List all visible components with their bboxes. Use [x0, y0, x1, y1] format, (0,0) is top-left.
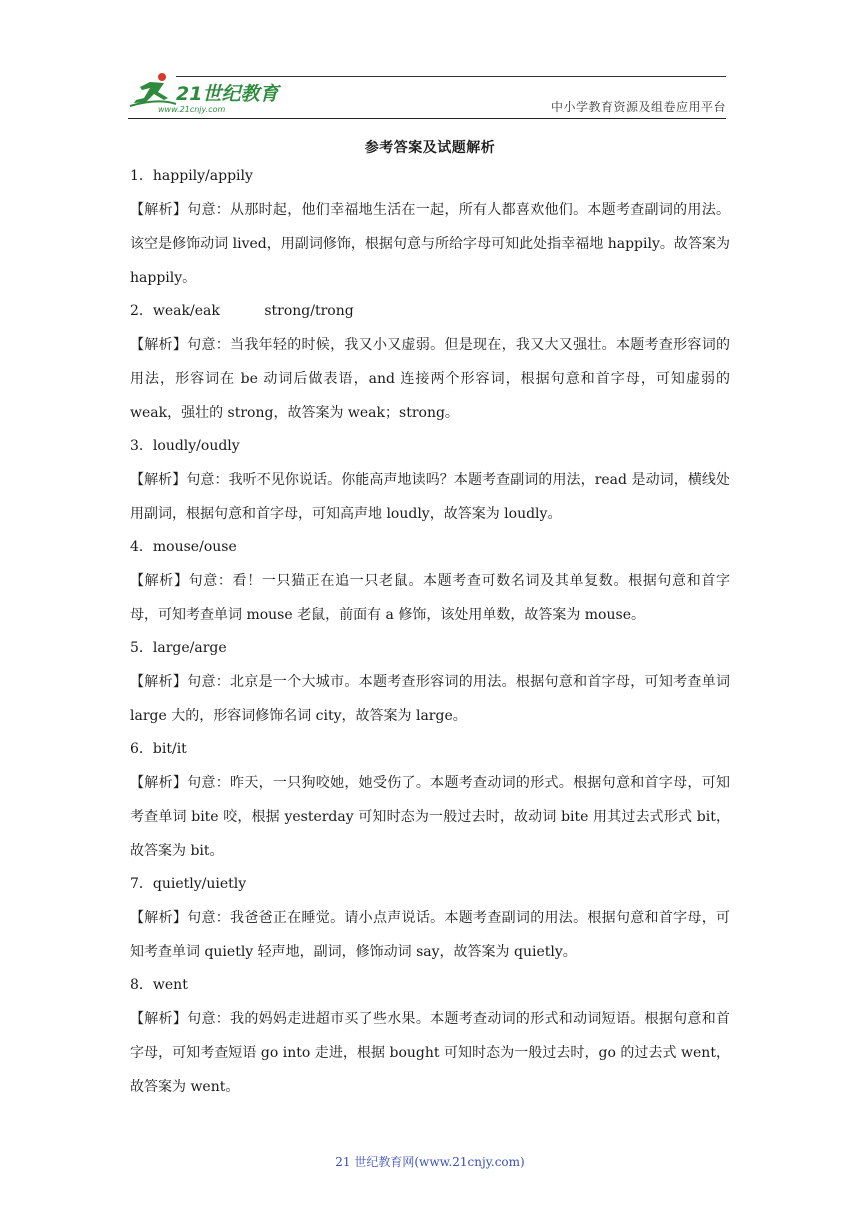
answer-line: 2．weak/eak strong/trong: [130, 303, 354, 319]
explanation-text: 【解析】句意：当我年轻的时候，我又小又虚弱。但是现在，我又大又强壮。本题考查形容词的用法，形容词在 be 动词后做表语，and 连接两个形容词，根据句意和首字母，可知虚弱的 weak，强壮的 strong，故答案为 weak；strong。: [130, 337, 730, 421]
page-header: [128, 64, 726, 124]
answer-item: [130, 160, 730, 295]
answer-line: 5．large/arge: [130, 640, 227, 656]
header-rule-top: [176, 76, 726, 77]
explanation-text: 【解析】句意：我听不见你说话。你能高声地读吗？本题考查副词的用法，read 是动词，横线处用副词，根据句意和首字母，可知高声地 loudly，故答案为 loudly。: [130, 472, 730, 522]
page-title: 参考答案及试题解析: [364, 140, 496, 156]
answer-item: [130, 430, 730, 531]
answer-line: 4．mouse/ouse: [130, 539, 237, 555]
logo-url: www.21cnjy.com: [158, 105, 226, 114]
answer-item: [130, 632, 730, 733]
logo-title: 21世纪教育: [176, 83, 279, 105]
answer-item: [130, 531, 730, 632]
answer-item: [130, 733, 730, 868]
header-rule-bottom: [128, 118, 726, 119]
answer-item: [130, 295, 730, 430]
page-footer: 21 世纪教育网(www.21cnjy.com): [335, 1155, 525, 1169]
platform-name: 中小学教育资源及组卷应用平台: [550, 100, 726, 114]
answer-line: 8．went: [130, 977, 188, 993]
answer-list: [130, 160, 730, 1104]
runner-icon: [130, 73, 176, 106]
explanation-text: 【解析】句意：看！一只猫正在追一只老鼠。本题考查可数名词及其单复数。根据句意和首字母，可知考查单词 mouse 老鼠，前面有 a 修饰，该处用单数，故答案为 mouse。: [130, 573, 730, 623]
explanation-text: 【解析】句意：我爸爸正在睡觉。请小点声说话。本题考查副词的用法。根据句意和首字母，可知考查单词 quietly 轻声地，副词，修饰动词 say，故答案为 quietly。: [130, 910, 730, 960]
explanation-text: 【解析】句意：从那时起，他们幸福地生活在一起，所有人都喜欢他们。本题考查副词的用法。该空是修饰动词 lived，用副词修饰，根据句意与所给字母可知此处指幸福地 happily。故答案为 happily。: [130, 202, 730, 286]
answer-item: [130, 969, 730, 1104]
answer-line: 7．quietly/uietly: [130, 876, 247, 892]
explanation-text: 【解析】句意：我的妈妈走进超市买了些水果。本题考查动词的形式和动词短语。根据句意和首字母，可知考查短语 go into 走进，根据 bought 可知时态为一般过去时，go 的过去式 went，故答案为 went。: [130, 1011, 730, 1095]
explanation-text: 【解析】句意：昨天，一只狗咬她，她受伤了。本题考查动词的形式。根据句意和首字母，可知考查单词 bite 咬，根据 yesterday 可知时态为一般过去时，故动词 bite 用其过去式形式 bit，故答案为 bit。: [130, 775, 730, 859]
explanation-text: 【解析】句意：北京是一个大城市。本题考查形容词的用法。根据句意和首字母，可知考查单词 large 大的，形容词修饰名词 city，故答案为 large。: [130, 674, 730, 724]
answer-line: 1．happily/appily: [130, 168, 253, 184]
answer-line: 6．bit/it: [130, 741, 187, 757]
answer-item: [130, 868, 730, 969]
answer-line: 3．loudly/oudly: [130, 438, 240, 454]
